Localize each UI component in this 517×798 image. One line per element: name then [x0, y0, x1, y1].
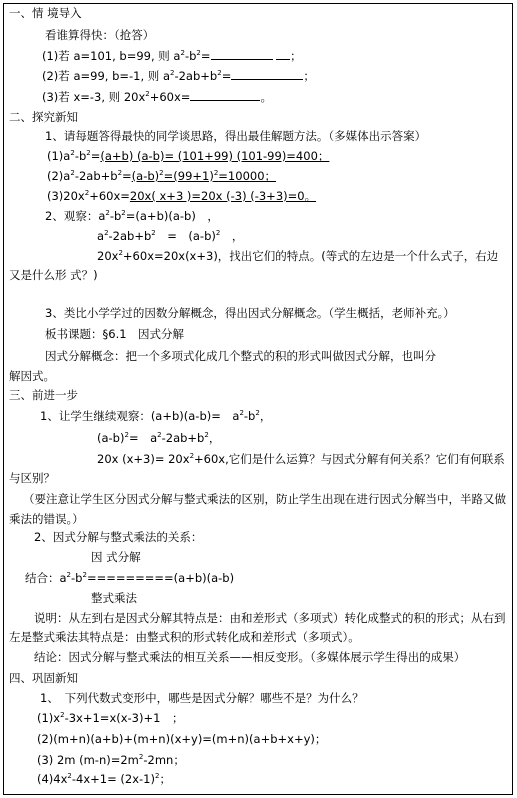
- answer-blank-1[interactable]: [211, 47, 273, 60]
- observe-again-1: 1、让学生继续观察：(a+b)(a-b)= $a^2-b^2$，: [40, 409, 272, 423]
- teaching-note: （要注意让学生区分因式分解与整式乘法的区别，防止学生出现在进行因式分解当中，半路又做乘法的错误。）: [9, 492, 506, 526]
- answer-2: $(2)a^2-2ab+b^2=(a-b)^2=(99+1)^2=10000$；: [47, 169, 277, 183]
- exercise-item-4: $(4)4x^2-4x+1= (2x-1)^2$；: [37, 772, 171, 786]
- observe-again-3: 20x $(x+3)= 20x^2+60x$,它们是什么运算？与因式分解有何关系？它们有何联系与区别？: [9, 452, 505, 485]
- factorization-concept: 因式分解概念：把一个多项式化成几个整式的积的形式叫做因式分解，也叫分解因式。: [9, 349, 436, 383]
- quick-answer-prompt: 看谁算得快：（抢答）: [45, 28, 155, 42]
- section-3-heading: 三、前进一步: [9, 388, 78, 402]
- observe-line-1: 2、观察：$a^2-b^2=(a+b)(a-b)$ ，: [45, 209, 219, 223]
- lesson-table-frame: [3, 3, 513, 795]
- exercise-question: 1、 下列代数式变形中，哪些是因式分解？哪些不是？为什么？: [40, 691, 364, 705]
- exercise-item-2: (2)(m+n)(a+b)+(m+n)(x+y)=(m+n)(a+b+x+y)；: [37, 732, 327, 746]
- answer-blank-1b[interactable]: [276, 47, 290, 60]
- relation-explanation: 说明：从左到右是因式分解其特点是：由和差形式（多项式）转化成整式的积的形式；从右到左是整式乘法其特点是：由整式积的形式转化成和差形式（多项式）。: [9, 611, 506, 644]
- relation-top-label: 因 式分解: [91, 550, 141, 564]
- exercise-item-3: (3) 2m $(m-n)=2m^2-2mn$；: [37, 753, 185, 767]
- answer-blank-2[interactable]: [231, 67, 303, 80]
- answer-blank-3[interactable]: [190, 88, 260, 101]
- board-title: 板书课题：§6.1 因式分解: [45, 327, 185, 341]
- section-2-para-1: 1、请每题答得最快的同学谈思路，得出最佳解题方法。（多媒体出示答案）: [45, 129, 427, 143]
- relation-title: 2、因式分解与整式乘法的关系：: [34, 530, 203, 544]
- section-4-heading: 四、巩固新知: [9, 671, 78, 685]
- relation-combine: 结合：$a^2-b^2=========(a+b)(a-b)$: [25, 571, 235, 585]
- question-2: (2)若 a=99, b=-1, 则 $a^2-2ab+b^2=$ ；: [42, 69, 315, 83]
- question-1: (1)若 a=101, b=99, 则 $a^2-b^2=$ ；: [42, 49, 302, 63]
- relation-bottom-label: 整式乘法: [91, 591, 137, 605]
- section-2-heading: 二、探究新知: [9, 110, 78, 124]
- answer-3: $(3)20x^2+60x=20x$( x+3 )=20x (-3) (-3+3)=0。: [47, 189, 317, 203]
- answer-1: $(1)a^2-b^2=(a+b)$ (a-b)= (101+99) (101-99)=400；: [47, 149, 330, 163]
- section-1-heading: 一、情 境导入: [9, 6, 82, 20]
- observe-line-2: $a^2-2ab+b^2$ = $(a-b)^2$ ，: [97, 229, 244, 243]
- observe-line-3: $20x^2+60x=20x(x+3)$，找出它们的特点。(等式的左边是一个什么式子，右边又是什么形 式？): [9, 249, 499, 282]
- section-2-para-3: 3、类比小学学过的因数分解概念，得出因式分解概念。（学生概括，老师补充。）: [45, 306, 455, 320]
- relation-conclusion: 结论：因式分解与整式乘法的相互关系——相反变形。（多媒体展示学生得出的成果）: [34, 650, 466, 664]
- question-3: (3)若 x=-3, 则 $20x^2+60x=$ 。: [42, 90, 272, 104]
- exercise-item-1: $(1)x^2-3x+1=x(x-3)+1$ ；: [37, 711, 184, 725]
- observe-again-2: $(a-b)^2=$ $a^2-2ab+b^2$，: [97, 431, 221, 445]
